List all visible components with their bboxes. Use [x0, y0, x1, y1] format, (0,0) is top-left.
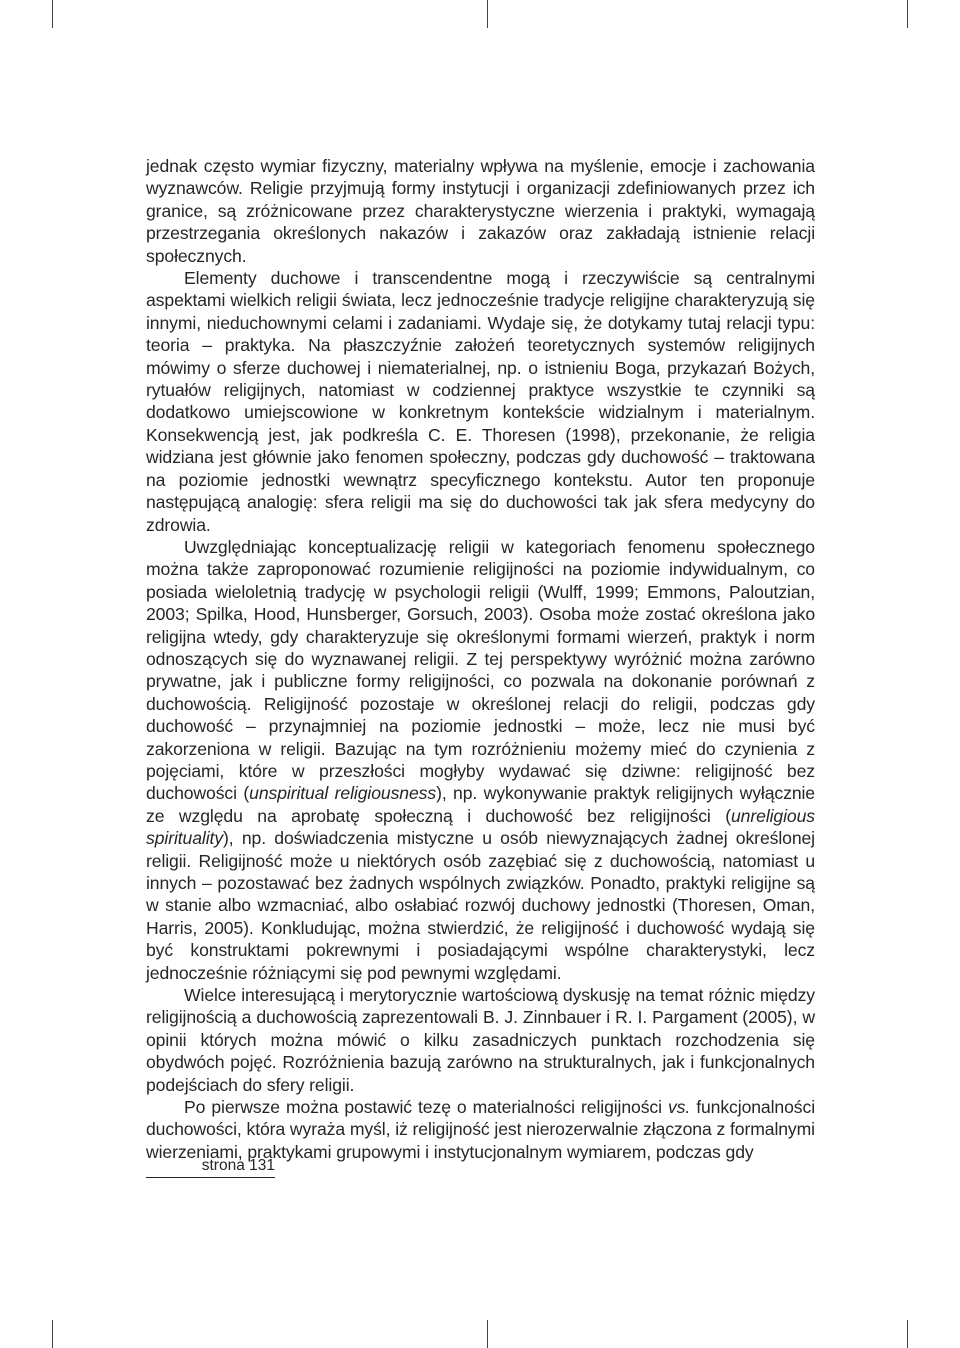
page-number: strona 131	[146, 1156, 275, 1178]
crop-mark-top-right	[907, 0, 908, 28]
paragraph-5	[146, 1096, 815, 1163]
term-vs: vs.	[667, 1097, 691, 1118]
paragraph-4: Wielce interesującą i merytorycznie wartościową dyskusję na temat różnic między religijnością a duchowością zaprezentowali B. J. Zinnbauer i R. I. Pargament (2005), w opinii których można mówić o kilku zasadniczych punktach rozchodzenia się obydwóch pojęć. Rozróżnienia bazują zarówno na strukturalnych, jak i funkcjonalnych podejściach do sfery religii.	[146, 985, 815, 1095]
term-unspiritual-religiousness: unspiritual religiousness	[249, 783, 437, 804]
paragraph-5-part: funkcjonalności duchowości, która wyraża myśl, iż religijność jest nierozerwalnie złączona z formalnymi wierzeniami, praktykami grupowymi i instytucjonalnym wymiarem, podczas gdy	[146, 1097, 815, 1162]
paragraph-3-part: Uwzględniając konceptualizację religii w kategoriach fenomenu społecznego można także zaproponować rozumienie religijności na poziomie indywidualnym, co posiada wieloletnią tradycję w psychologii religii (Wulff, 1999; Emmons, Paloutzian, 2003; Spilka, Hood, Hunsberger, Gorsuch, 2003). Osoba może zostać określona jako religijna wtedy, gdy charakteryzuje się określonymi formami wierzeń, praktyk i norm odnoszących się do wyznawanej religii. Z tej perspektywy wyróżnić można zarówno prywatne, jak i publiczne formy religijności, co pozwala na dokonanie porównań z duchowością. Religijność pozostaje w określonej relacji do religii, podczas gdy duchowość – przynajmniej na poziomie jednostki – może, lecz nie musi być zakorzeniona w religii. Bazując na tym rozróżnieniu możemy mieć do czynienia z pojęciami, które w przeszłości mogłyby wydawać się dziwne: religijność bez duchowości (	[146, 536, 815, 804]
paragraph-5-part: Po pierwsze można postawić tezę o materialności religijności	[184, 1097, 668, 1118]
paragraph-3-part: ), np. wykonywanie praktyk religijnych wyłącznie ze względu na aprobatę społeczną i duchowość bez religijności (	[146, 783, 815, 826]
paragraph-1: jednak często wymiar fizyczny, materialny wpływa na myślenie, emocje i zachowania wyznawców. Religie przyjmują formy instytucji i organizacji zdefiniowanych przez ich granice, są zróżnicowane przez charakterystyczne wierzenia i praktyki, wymagają przestrzegania określonych nakazów i zakazów oraz zakładają istnienie relacji społecznych.	[146, 156, 815, 266]
term-unreligious-spirituality: unreligious spirituality	[146, 805, 815, 849]
crop-mark-bottom-left	[52, 1320, 53, 1348]
paragraph-2: Elementy duchowe i transcendentne mogą i rzeczywiście są centralnymi aspektami wielkich religii świata, lecz jednocześnie tradycje religijne charakteryzują się innymi, nieduchownymi celami i zadaniami. Wydaje się, że dotykamy tutaj relacji typu: teoria – praktyka. Na płaszczyźnie założeń teoretycznych systemów religijnych mówimy o sferze duchowej i niematerialnej, np. o istnieniu Boga, przykazań Bożych, rytuałów religijnych, natomiast w codziennej praktyce wszystkie te czynniki są dodatkowo umiejscowione w konkretnym kontekście widzialnym i materialnym. Konsekwencją jest, jak podkreśla C. E. Thoresen (1998), przekonanie, że religia widziana jest głównie jako fenomen społeczny, podczas gdy duchowość – traktowana na poziomie jednostki wewnątrz specyficznego kontekstu. Autor ten proponuje następującą analogię: sfera religii ma się do duchowości tak jak sfera medycyny do zdrowia.	[146, 268, 815, 535]
crop-mark-top-left	[52, 0, 53, 28]
crop-mark-bottom-right	[907, 1320, 908, 1348]
paragraph-3-part: ), np. doświadczenia mistyczne u osób niewyznających żadnej określonej religii. Religijność może u niektórych osób zazębiać się z duchowością, natomiast u innych – pozostawać bez żadnych wspólnych związków. Ponadto, praktyki religijne są w stanie albo wzmacniać, albo osłabiać rozwój duchowy jednostki (Thoresen, Oman, Harris, 2005). Konkludując, można stwierdzić, że religijność i duchowość wydają się być konstruktami pokrewnymi i posiadającymi wspólne charakterystyki, lecz jednocześnie różniącymi się pod pewnymi względami.	[146, 828, 815, 983]
paragraph-3	[146, 536, 815, 984]
crop-mark-top-center	[487, 0, 488, 28]
body-text	[146, 155, 815, 1163]
crop-mark-bottom-center	[487, 1320, 488, 1348]
